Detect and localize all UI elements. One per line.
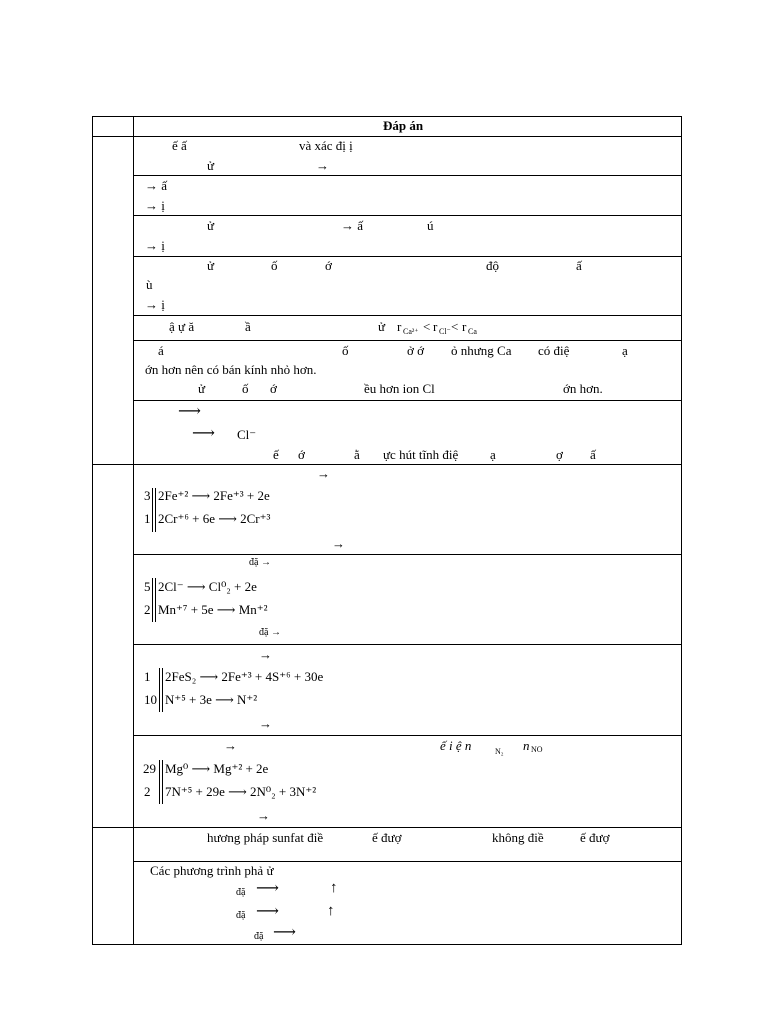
reaction-condition: đặ → [249, 557, 271, 568]
half-reaction: 2Cr⁺⁶ + 6e ⟶ 2Cr⁺³ [158, 511, 271, 526]
row-divider [133, 644, 682, 645]
electron-coefficient: 2 [144, 784, 151, 799]
bracket-bar [162, 760, 163, 804]
radius-symbol: r [397, 319, 402, 334]
row-divider [133, 861, 682, 862]
cell-text: ạ [622, 343, 628, 358]
radius-symbol: r [433, 319, 438, 334]
reaction-condition: đặ [236, 910, 246, 921]
bracket-bar [159, 760, 160, 804]
cell-text: ú [427, 218, 434, 233]
long-arrow: ⟶ [273, 924, 296, 941]
electron-coefficient: 29 [143, 761, 156, 776]
cell-text: có điệ [538, 343, 570, 358]
row-divider [92, 464, 682, 465]
row-divider [133, 215, 682, 216]
cell-text: ế i ệ n [440, 738, 472, 753]
row-divider [133, 400, 682, 401]
reaction-arrow: → [224, 738, 237, 753]
cell-text: ực hút tĩnh điệ [383, 447, 459, 462]
electron-coefficient: 10 [144, 692, 157, 707]
column-divider [133, 116, 134, 945]
row-divider [133, 315, 682, 316]
cell-text: ậ ự ă [169, 319, 195, 334]
cell-text: không điề [492, 830, 544, 845]
cell-text: ạ [490, 447, 496, 462]
cell-text: → ấ [145, 178, 168, 193]
section-title: Các phương trình phả ử [150, 863, 274, 878]
radius-subscript: Ca [468, 327, 477, 336]
cell-text: ố [242, 381, 249, 396]
half-reaction: 2Cl⁻ ⟶ Cl⁰₂ + 2e [158, 579, 257, 594]
electron-coefficient: 3 [144, 488, 151, 503]
cell-text: ỏ nhưng Ca [451, 343, 512, 358]
reaction-arrow: → [332, 536, 345, 551]
radius-subscript: Ca²⁺ [403, 327, 419, 336]
reaction-arrow: → [317, 466, 330, 481]
cell-text: ớ [298, 447, 305, 462]
electron-coefficient: 5 [144, 579, 151, 594]
border-bottom [92, 944, 682, 945]
border-top [92, 116, 682, 117]
cell-text: và xác đị ị [299, 138, 353, 153]
mole-subscript: N₂ [495, 747, 504, 756]
cell-text: ều hơn ion Cl [364, 381, 435, 396]
cell-text: ợ [556, 447, 563, 462]
bracket-bar [152, 488, 153, 532]
long-arrow: ⟶ [178, 403, 201, 420]
cell-text: ầ [245, 319, 251, 334]
cell-text: ằ [354, 447, 360, 462]
half-reaction: Mg⁰ ⟶ Mg⁺² + 2e [165, 761, 269, 776]
reaction-arrow: → [259, 716, 272, 731]
cell-text: ố [271, 258, 278, 273]
reaction-arrow: → [259, 647, 272, 662]
gas-arrow: ↑ [330, 880, 338, 896]
cell-text: → ấ [341, 218, 364, 233]
less-than: < [451, 319, 459, 334]
cell-text: ử [207, 258, 215, 273]
cell-text: ử [198, 381, 206, 396]
cell-text: ế [273, 447, 279, 462]
cell-text: á [158, 343, 164, 358]
border-left [92, 116, 93, 945]
electron-coefficient: 1 [144, 511, 151, 526]
electron-coefficient: 1 [144, 669, 151, 684]
row-divider [133, 175, 682, 176]
radius-subscript: Cl⁻ [439, 327, 451, 336]
cell-text: hương pháp sunfat điề [207, 830, 324, 845]
row-divider [92, 136, 682, 137]
cell-text: ớ [325, 258, 332, 273]
cell-text: ử [207, 218, 215, 233]
border-right [681, 116, 682, 945]
cell-text: → ị [145, 238, 165, 253]
long-arrow: ⟶ [192, 425, 215, 442]
reaction-condition: đặ → [259, 627, 281, 638]
mole-subscript: NO [531, 745, 543, 754]
less-than: < [423, 319, 431, 334]
bracket-bar [152, 578, 153, 622]
cell-text: ế đượ [372, 830, 402, 845]
cell-text: ớn hơn nên có bán kính nhỏ hơn. [145, 362, 317, 377]
cell-text: ấ [576, 258, 582, 273]
gas-arrow: ↑ [327, 903, 335, 919]
half-reaction: 2Fe⁺² ⟶ 2Fe⁺³ + 2e [158, 488, 270, 503]
bracket-bar [159, 668, 160, 712]
row-divider [133, 554, 682, 555]
cell-text: ớn hơn. [563, 381, 603, 396]
reaction-condition: đặ [236, 887, 246, 898]
half-reaction: N⁺⁵ + 3e ⟶ N⁺² [165, 692, 258, 707]
cell-text: → ị [145, 198, 165, 213]
row-divider [133, 256, 682, 257]
cell-text: ớ [270, 381, 277, 396]
reaction-condition: đặ [254, 931, 264, 942]
cell-text: ố [342, 343, 349, 358]
cell-text: ở ớ [407, 343, 424, 358]
ion-formula: Cl⁻ [237, 427, 257, 442]
mole-symbol: n [523, 738, 530, 753]
row-divider [133, 340, 682, 341]
reaction-arrow: → [257, 808, 270, 823]
half-reaction: 7N⁺⁵ + 29e ⟶ 2N⁰₂ + 3N⁺² [165, 784, 317, 799]
long-arrow: ⟶ [256, 903, 279, 920]
bracket-bar [162, 668, 163, 712]
cell-text: ấ [590, 447, 596, 462]
row-divider [92, 827, 682, 828]
cell-text: → ị [145, 297, 165, 312]
cell-text: ế ấ [172, 138, 187, 153]
table-header: Đáp án [383, 118, 424, 133]
row-divider [133, 735, 682, 736]
bracket-bar [155, 578, 156, 622]
half-reaction: 2FeS₂ ⟶ 2Fe⁺³ + 4S⁺⁶ + 30e [165, 669, 324, 684]
cell-text: ế đượ [580, 830, 610, 845]
radius-symbol: r [462, 319, 467, 334]
cell-text: ù [146, 277, 153, 292]
electron-coefficient: 2 [144, 602, 151, 617]
cell-text: → [316, 158, 329, 173]
cell-text: độ [486, 258, 499, 273]
long-arrow: ⟶ [256, 880, 279, 897]
half-reaction: Mn⁺⁷ + 5e ⟶ Mn⁺² [158, 602, 268, 617]
cell-text: ử [207, 158, 215, 173]
bracket-bar [155, 488, 156, 532]
cell-text: ử [378, 319, 386, 334]
